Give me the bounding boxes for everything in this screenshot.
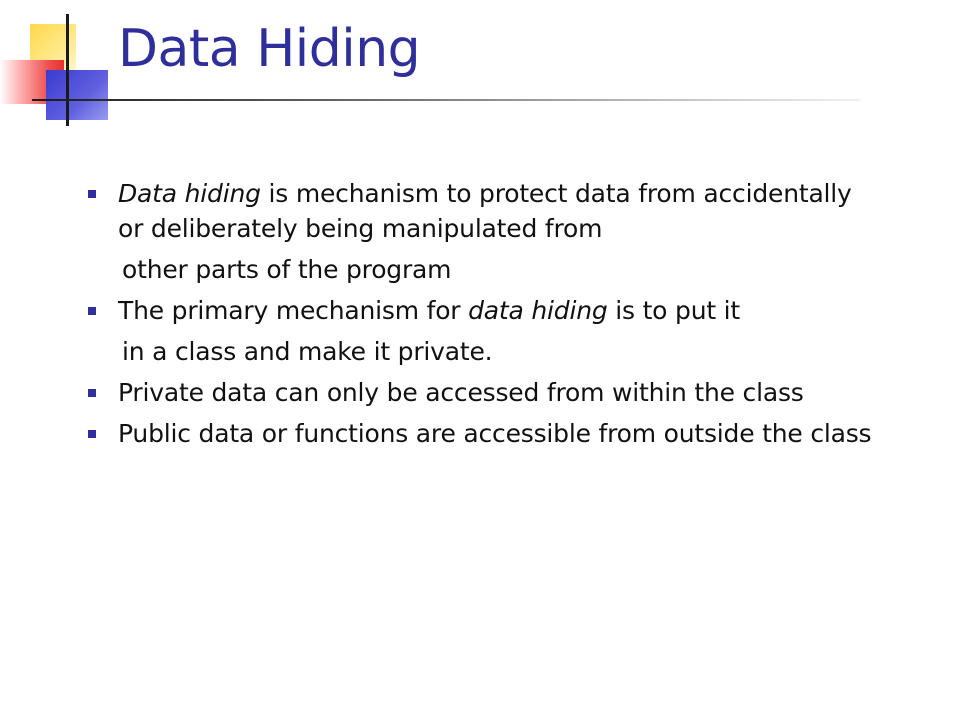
bullet-item-3 — [84, 375, 884, 410]
bullet-2-italic-term: data hiding — [468, 296, 608, 325]
bullet-item-2 — [84, 293, 884, 328]
bullet-1-italic-term: Data hiding — [118, 179, 261, 208]
corner-logo-decoration — [0, 0, 120, 130]
bullet-2-continuation: in a class and make it private. — [122, 337, 493, 366]
bullet-4-text: Public data or functions are accessible from outside the class — [118, 419, 872, 448]
bullet-2-suffix: is to put it — [607, 296, 741, 325]
bullet-2-prefix: The primary mechanism for — [118, 296, 469, 325]
bullet-marker — [88, 307, 96, 315]
bullet-marker — [88, 190, 96, 198]
slide-title: Data Hiding — [118, 19, 421, 79]
bullet-item-1 — [84, 176, 884, 246]
bullet-1-continuation: other parts of the program — [122, 255, 452, 284]
bullet-marker — [88, 389, 96, 397]
vertical-rule — [66, 14, 69, 126]
bullet-3-text: Private data can only be accessed from within the class — [118, 378, 804, 407]
title-underline-rule — [32, 99, 860, 101]
bullet-item-4 — [84, 416, 884, 451]
blue-square-decoration — [46, 70, 108, 120]
bullet-marker — [88, 430, 96, 438]
bullet-1-text: is mechanism to protect data from accidentally or deliberately being manipulated from — [118, 179, 852, 243]
bullet-list — [84, 176, 884, 457]
